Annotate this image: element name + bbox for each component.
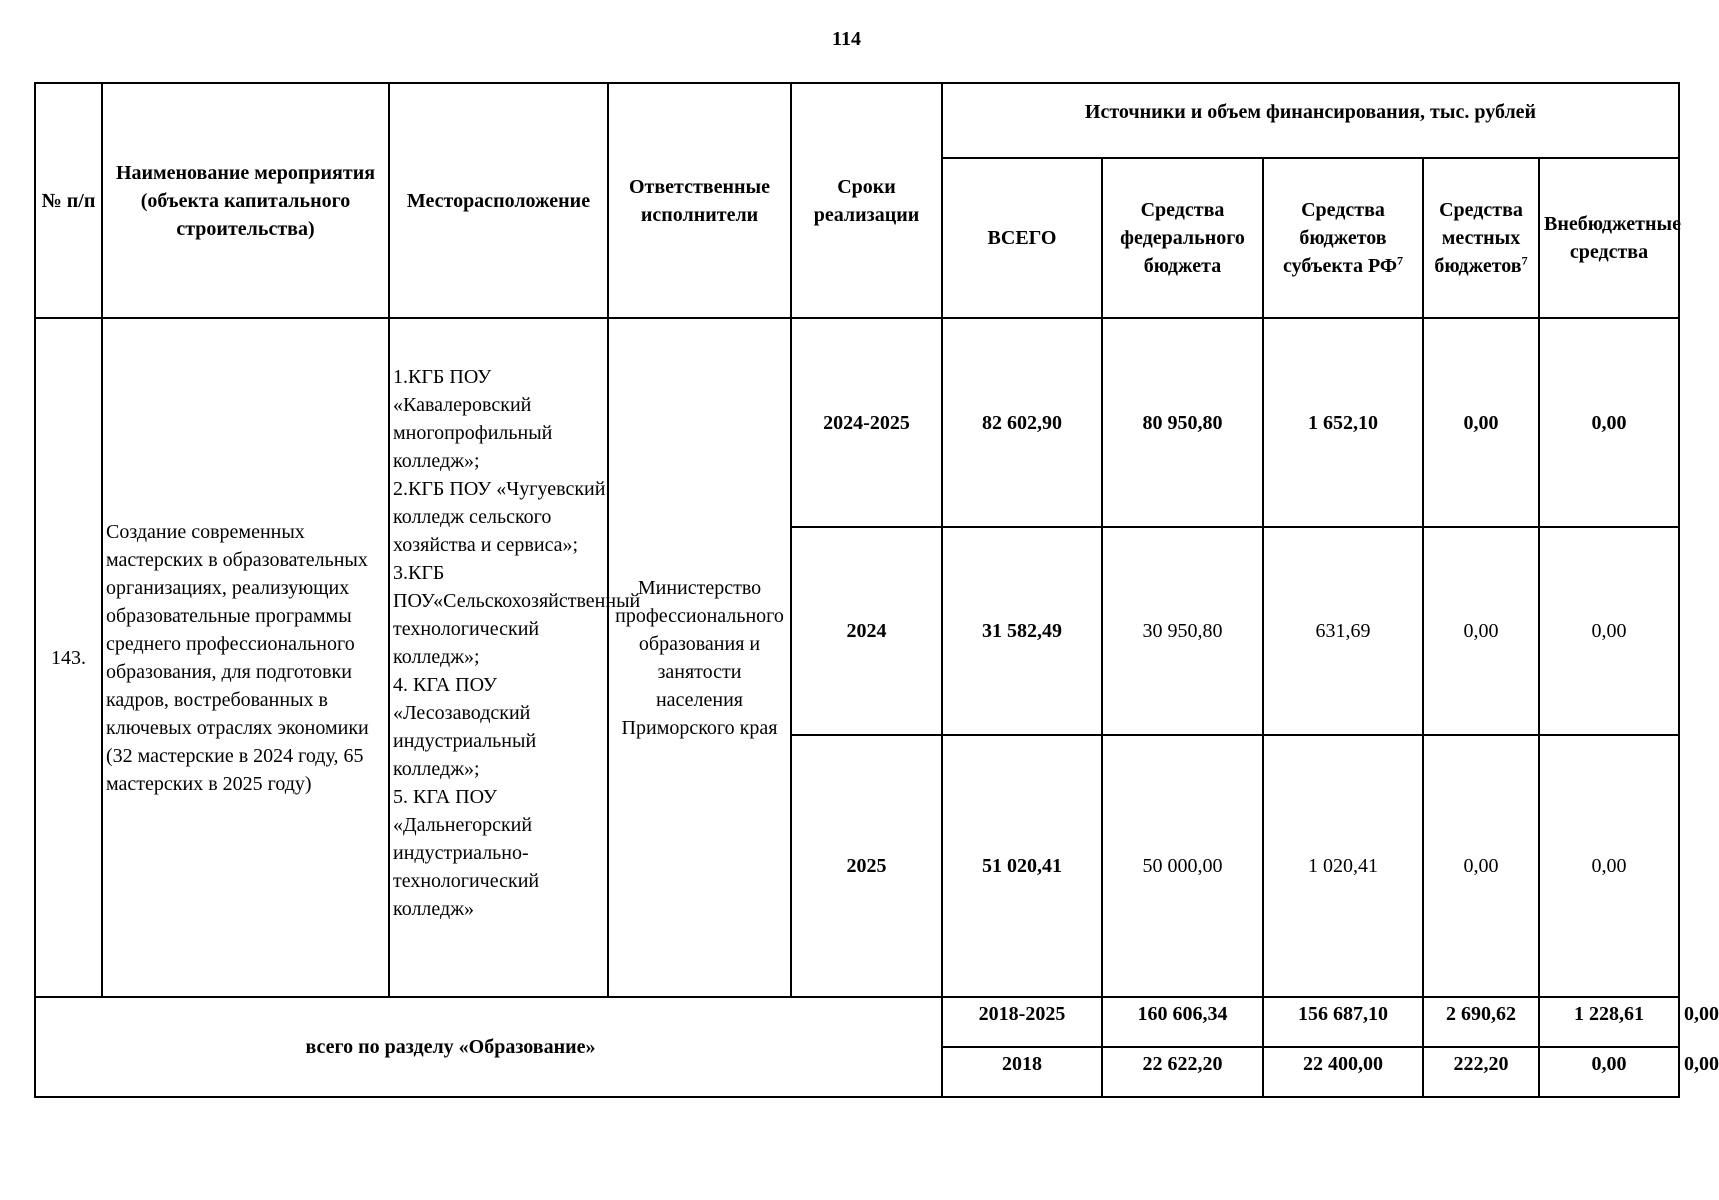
location-item: 3.КГБ ПОУ«Сельскохозяйственный технологический колледж»; <box>393 562 641 668</box>
summary-subject: 222,20 <box>1423 1047 1539 1097</box>
period-subject: 631,69 <box>1263 527 1423 735</box>
period-federal: 50 000,00 <box>1102 735 1263 997</box>
header-federal: Средства федерального бюджета <box>1102 158 1263 318</box>
header-name: Наименование мероприятия (объекта капитального строительства) <box>102 83 389 318</box>
summary-federal: 22 400,00 <box>1263 1047 1423 1097</box>
period-local: 0,00 <box>1423 527 1539 735</box>
period-subject: 1 652,10 <box>1263 318 1423 527</box>
summary-subject: 2 690,62 <box>1423 997 1539 1047</box>
period-local: 0,00 <box>1423 735 1539 997</box>
summary-row: 2018 22 622,20 22 400,00 222,20 0,00 0,00 <box>35 1047 1679 1097</box>
header-local-label: Средства местных бюджетов <box>1434 199 1523 277</box>
location-item: 4. КГА ПОУ «Лесозаводский индустриальный колледж»; <box>393 674 537 780</box>
row-name: Создание современных мастерских в образовательных организациях, реализующих образовательные программы среднего профессионального образования, для подготовки кадров, востребованных в ключевых отраслях экономики (32 мастерские в 2024 году, 65 мастерских в 2025 году) <box>102 318 389 997</box>
summary-label: всего по разделу «Образование» <box>35 997 942 1097</box>
row-location <box>389 318 641 997</box>
summary-total: 160 606,34 <box>1102 997 1263 1047</box>
period-extra: 0,00 <box>1539 318 1679 527</box>
summary-term: 2018-2025 <box>942 997 1102 1047</box>
header-local <box>1423 158 1539 318</box>
financing-table <box>34 82 1719 1098</box>
period-total: 31 582,49 <box>942 527 1102 735</box>
header-funding-group: Источники и объем финансирования, тыс. рублей <box>942 83 1679 158</box>
summary-total: 22 622,20 <box>1102 1047 1263 1097</box>
summary-local: 1 228,61 <box>1539 997 1679 1047</box>
period-term: 2025 <box>791 735 942 997</box>
header-num: № п/п <box>35 83 102 318</box>
header-row-1 <box>35 83 1679 158</box>
location-item: 1.КГБ ПОУ «Кавалеровский многопрофильный колледж»; <box>393 366 553 472</box>
header-subject-label: Средства бюджетов субъекта РФ <box>1282 199 1398 277</box>
period-subject: 1 020,41 <box>1263 735 1423 997</box>
location-item: 2.КГБ ПОУ «Чугуевский колледж сельского хозяйства и сервиса»; <box>393 478 606 556</box>
header-total: ВСЕГО <box>942 158 1102 318</box>
header-location: Месторасположение <box>389 83 608 318</box>
header-local-note: 7 <box>1521 253 1528 268</box>
summary-federal: 156 687,10 <box>1263 997 1423 1047</box>
header-subject-note: 7 <box>1397 253 1404 268</box>
period-extra: 0,00 <box>1539 735 1679 997</box>
header-subject <box>1263 158 1423 318</box>
period-total: 51 020,41 <box>942 735 1102 997</box>
period-term: 2024 <box>791 527 942 735</box>
table-row <box>35 318 1679 527</box>
header-terms: Сроки реализации <box>791 83 942 318</box>
page-number: 114 <box>832 28 861 50</box>
period-term: 2024-2025 <box>791 318 942 527</box>
period-federal: 30 950,80 <box>1102 527 1263 735</box>
period-extra: 0,00 <box>1539 527 1679 735</box>
row-executor: Министерство профессионального образования и занятости населения Приморского края <box>608 318 791 997</box>
period-total: 82 602,90 <box>942 318 1102 527</box>
header-executors: Ответственные исполнители <box>608 83 791 318</box>
row-num: 143. <box>35 318 102 997</box>
header-extrabudget: Внебюджетные средства <box>1539 158 1679 318</box>
period-local: 0,00 <box>1423 318 1539 527</box>
location-item: 5. КГА ПОУ «Дальнегорский индустриально-технологический колледж» <box>393 786 540 920</box>
summary-row: всего по разделу «Образование» 2018-2025 160 606,34 156 687,10 2 690,62 1 228,61 0,00 <box>35 997 1679 1047</box>
summary-local: 0,00 <box>1539 1047 1679 1097</box>
period-federal: 80 950,80 <box>1102 318 1263 527</box>
summary-term: 2018 <box>942 1047 1102 1097</box>
